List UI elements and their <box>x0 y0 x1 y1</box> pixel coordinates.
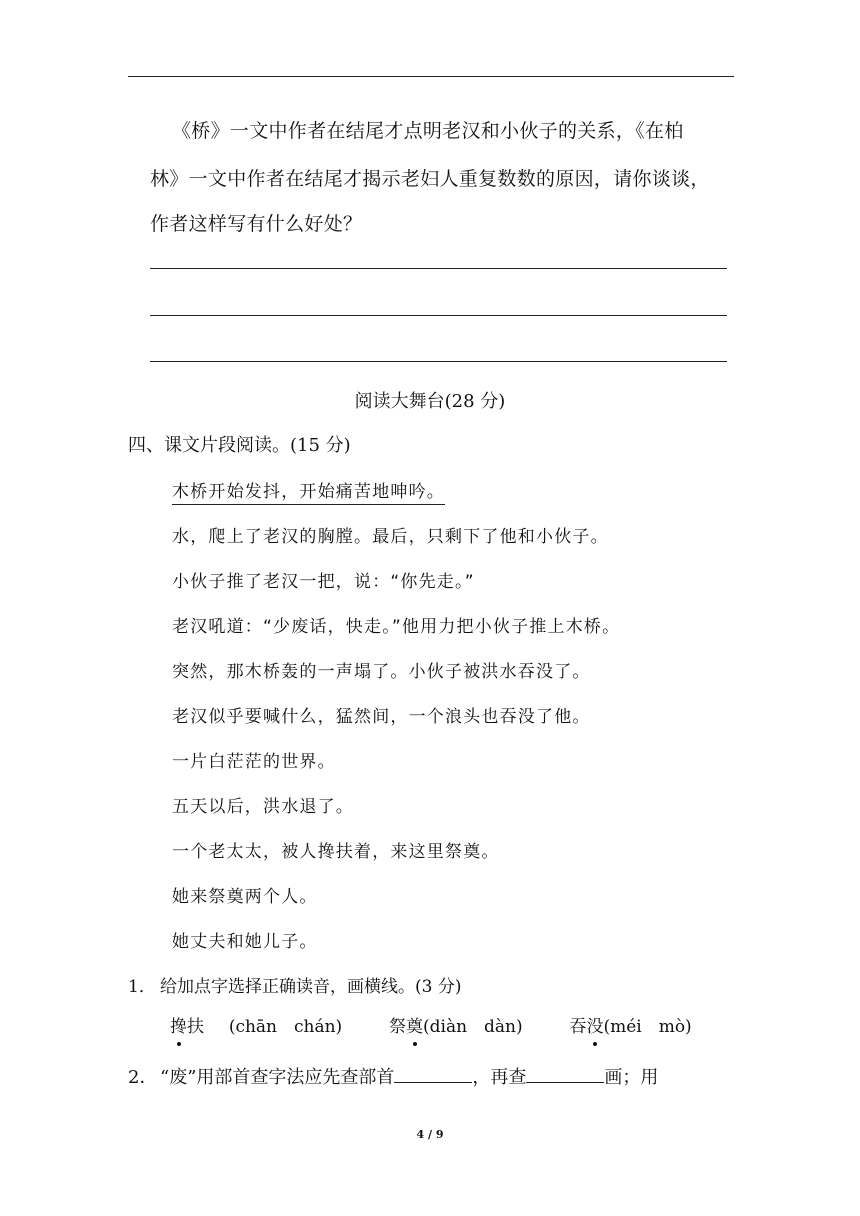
question-2-text: ，再查 <box>472 1067 527 1088</box>
passage-line <box>172 477 445 502</box>
question-2 <box>128 1063 658 1089</box>
question-2-text: 画；用 <box>604 1067 659 1088</box>
answer-line-2[interactable] <box>150 315 727 316</box>
passage-line: 她来祭奠两个人。 <box>172 887 318 907</box>
answer-line-1[interactable] <box>150 268 727 269</box>
word-char: 祭 <box>389 1017 406 1037</box>
pinyin-choice[interactable]: (méi mò) <box>603 1017 692 1037</box>
header-rule <box>128 76 734 77</box>
passage-line: 水，爬上了老汉的胸膛。最后，只剩下了他和小伙子。 <box>172 527 609 547</box>
passage-line: 一个老太太，被人搀扶着，来这里祭奠。 <box>172 842 500 862</box>
question-2-text: “废”用部首查字法应先查部首 <box>160 1067 395 1088</box>
question-1 <box>128 972 461 997</box>
question-text-line-1: 《桥》一文中作者在结尾才点明老汉和小伙子的关系，《在柏 <box>172 120 684 142</box>
question-text-line-2: 林》一文中作者在结尾才揭示老妇人重复数数的原因，请你谈谈， <box>150 168 710 190</box>
passage-line: 小伙子推了老汉一把，说：“你先走。” <box>172 572 475 592</box>
blank-strokes[interactable] <box>526 1066 604 1083</box>
part-heading: 四、课文片段阅读。(15 分) <box>128 435 351 456</box>
dotted-char: 奠 <box>406 1012 423 1037</box>
pinyin-choice[interactable]: (chān chán) <box>228 1017 343 1037</box>
section-title: 阅读大舞台(28 分) <box>354 391 506 412</box>
question-number: 2． <box>128 1067 158 1088</box>
blank-radical[interactable] <box>394 1066 472 1083</box>
answer-line-3[interactable] <box>150 361 727 362</box>
passage-line: 五天以后，洪水退了。 <box>172 797 354 817</box>
underlined-sentence: 木桥开始发抖，开始痛苦地呻吟。 <box>172 482 445 505</box>
passage-line: 突然，那木桥轰的一声塌了。小伙子被洪水吞没了。 <box>172 662 591 682</box>
passage-line: 一片白茫茫的世界。 <box>172 752 336 772</box>
pinyin-choice[interactable]: (diàn dàn) <box>423 1017 523 1037</box>
pinyin-options <box>170 1012 692 1037</box>
dotted-char: 搀 <box>170 1012 187 1037</box>
question-number: 1． <box>128 977 156 997</box>
word-char: 扶 <box>187 1017 204 1037</box>
passage-line: 她丈夫和她儿子。 <box>172 932 318 952</box>
passage-line: 老汉吼道：“少废话，快走。”他用力把小伙子推上木桥。 <box>172 617 621 637</box>
word-char: 吞 <box>569 1017 587 1037</box>
question-text-line-3: 作者这样写有什么好处？ <box>150 213 363 235</box>
page-number: 4 / 9 <box>416 1128 444 1141</box>
question-1-text: 给加点字选择正确读音，画横线。(3 分) <box>160 977 462 997</box>
passage-line: 老汉似乎要喊什么，猛然间，一个浪头也吞没了他。 <box>172 707 591 727</box>
dotted-char: 没 <box>586 1012 603 1037</box>
